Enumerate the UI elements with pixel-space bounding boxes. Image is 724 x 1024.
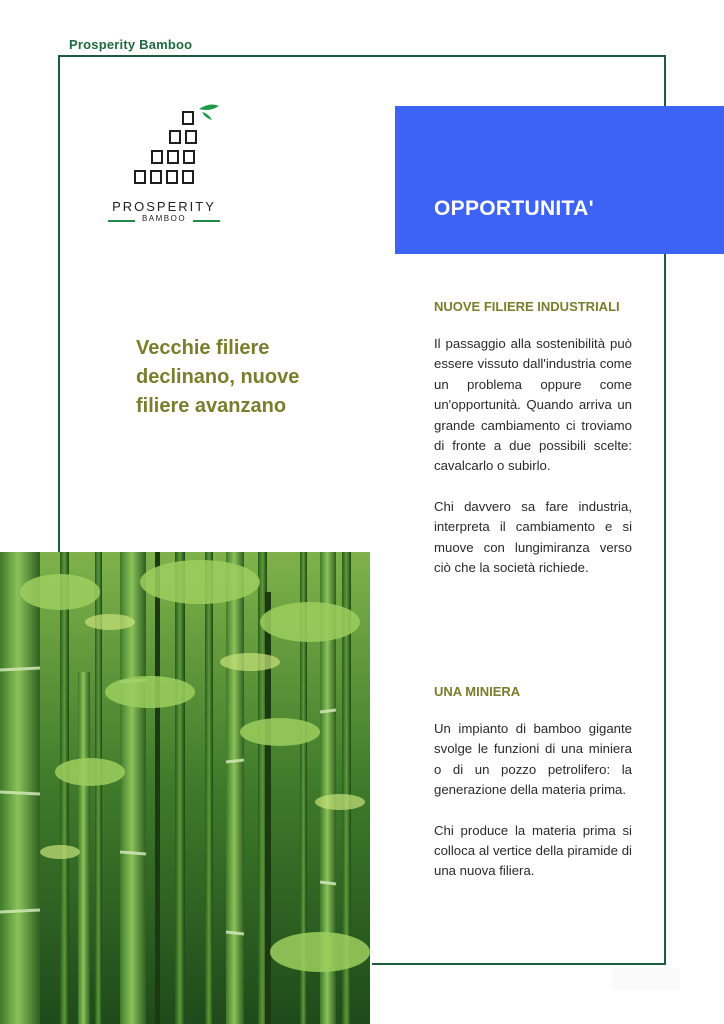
- title-banner: [395, 106, 724, 254]
- section-paragraph: Chi produce la materia prima si colloca al vertice della piramide di una nuova filiera.: [434, 822, 632, 879]
- corner-patch: [612, 968, 680, 990]
- bamboo-photo: [0, 552, 370, 1024]
- section-heading: UNA MINIERA: [434, 684, 521, 699]
- headline: Vecchie filiere declinano, nuove filiere avanzano: [136, 337, 300, 417]
- section-nuove-filiere: [434, 297, 632, 578]
- banner-title: OPPORTUNITA': [434, 197, 594, 220]
- section-una-miniera: [434, 682, 632, 882]
- section-paragraph: Chi davvero sa fare industria, interpreta il cambiamento e si muove con lungimiranza verso ciò che la società richiede.: [434, 498, 632, 576]
- logo-subline: [108, 214, 220, 226]
- section-paragraph: Il passaggio alla sostenibilità può essere vissuto dall'industria come un problema oppure come un'opportunità. Quando arriva un grande cambiamento ci troviamo di fronte a due possibili scelte: cavalcarlo o subirlo.: [434, 336, 632, 474]
- section-paragraph: Un impianto di bamboo gigante svolge le funzioni di una miniera o di un pozzo petrolifero: la generazione della materia prima.: [434, 721, 632, 798]
- logo-wordmark: PROSPERITY: [112, 199, 216, 214]
- header-brand: Prosperity Bamboo: [69, 37, 193, 52]
- logo-sub-text: BAMBOO: [141, 214, 187, 223]
- section-heading: NUOVE FILIERE INDUSTRIALI: [434, 299, 620, 314]
